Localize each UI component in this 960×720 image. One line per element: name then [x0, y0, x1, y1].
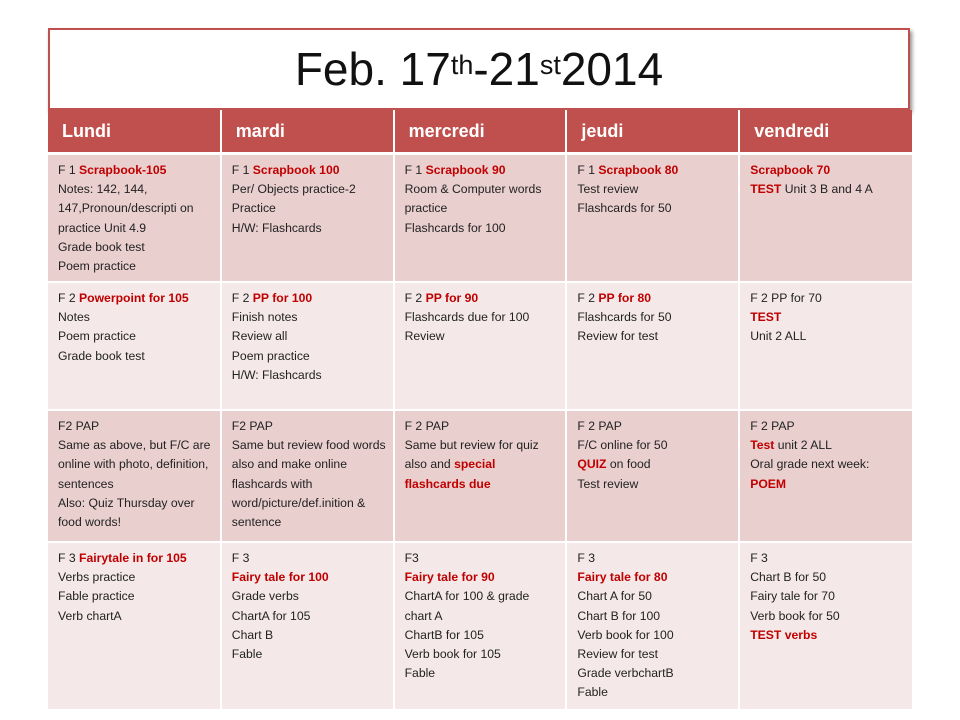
highlight-text: special flashcards due — [404, 457, 496, 491]
highlight-text: PP for 100 — [252, 291, 313, 305]
schedule-cell — [394, 410, 567, 542]
header-monday: Lundi — [48, 110, 221, 154]
cell-text: F 1 — [58, 163, 79, 177]
highlight-text: Fairy tale for 100 — [231, 570, 329, 585]
cell-text: Chart A for 50 Chart B for 100 Verb book for 100 Review for test Grade verbchartB Fable — [577, 589, 674, 700]
cell-text: F 2 — [231, 291, 253, 305]
cell-text: Unit 3 B and 4 A — [781, 182, 873, 197]
header-tuesday: mardi — [221, 110, 394, 154]
schedule-cell — [221, 154, 394, 283]
cell-text: F 2 PP for 70 — [750, 291, 822, 305]
cell-text: F 2 — [58, 291, 79, 305]
cell-text: F 2 — [404, 291, 426, 305]
header-thursday: jeudi — [566, 110, 739, 154]
schedule-cell — [221, 410, 394, 542]
title-date-start: Feb. 17 — [294, 43, 451, 95]
schedule-cell — [394, 154, 567, 283]
cell-text: F 3 — [231, 551, 250, 565]
schedule-cell — [394, 542, 567, 710]
cell-text: F 2 — [577, 291, 599, 305]
schedule-cell — [566, 410, 739, 542]
schedule-cell — [394, 282, 567, 410]
highlight-text: QUIZ — [577, 457, 607, 472]
cell-text: F2 PAP Same as above, but F/C are online with photo, definition, sentences Also: Quiz Thursday over food words! — [58, 419, 211, 530]
cell-text: F 2 PAP — [750, 419, 795, 433]
cell-text: Test review Flashcards for 50 — [577, 182, 672, 216]
cell-text: unit 2 ALL Oral grade next week: — [750, 438, 870, 472]
cell-text: F3 — [404, 551, 419, 565]
schedule-cell — [48, 282, 221, 410]
highlight-text: TEST — [750, 310, 782, 325]
cell-text: F 3 — [577, 551, 595, 565]
cell-text: F 3 Chart B for 50 Fairy tale for 70 Verb book for 50 — [750, 551, 840, 623]
cell-text: F 3 — [58, 551, 79, 565]
highlight-text: Fairy tale for 90 — [404, 570, 495, 585]
cell-text: F2 PAP Same but review food words also and make online flashcards with word/picture/def.inition & sentence — [231, 419, 386, 530]
cell-text: Per/ Objects practice-2 Practice H/W: Flashcards — [231, 182, 356, 235]
title-date-end: -21 — [473, 43, 540, 95]
cell-text: ChartA for 100 & grade chart A ChartB for 105 Verb book for 105 Fable — [404, 589, 530, 681]
table-row — [48, 410, 912, 542]
schedule-cell — [739, 282, 912, 410]
header-friday: vendredi — [739, 110, 912, 154]
highlight-text: POEM — [750, 476, 787, 491]
highlight-text: TEST — [750, 182, 782, 197]
schedule-cell — [566, 542, 739, 710]
table-row — [48, 542, 912, 710]
schedule-cell — [48, 410, 221, 542]
schedule-cell — [221, 542, 394, 710]
cell-text: Notes Poem practice Grade book test — [58, 310, 145, 363]
highlight-text: Fairytale in for 105 — [79, 551, 187, 565]
highlight-text: Scrapbook 70 — [750, 163, 831, 177]
cell-text: F 2 PAP Same but review for quiz also and — [404, 419, 539, 472]
highlight-text: Scrapbook-105 — [79, 163, 167, 177]
cell-text: Flashcards for 50 Review for test — [577, 310, 672, 344]
cell-text: Flashcards due for 100 Review — [404, 310, 530, 344]
weekly-schedule-table — [48, 110, 912, 711]
cell-text: F 1 — [404, 163, 426, 177]
highlight-text: PP for 80 — [598, 291, 652, 305]
schedule-cell — [739, 542, 912, 710]
cell-text: on food Test review — [577, 457, 651, 491]
title-year: 2014 — [560, 43, 664, 95]
cell-text: Unit 2 ALL — [750, 329, 807, 344]
highlight-text: Scrapbook 80 — [598, 163, 679, 177]
schedule-cell — [566, 154, 739, 283]
cell-text: F 2 PAP F/C online for 50 — [577, 419, 668, 453]
highlight-text: Fairy tale for 80 — [577, 570, 668, 585]
page-title: Feb. 17 $^{th}$ -21 $^{st}$ 2014 — [48, 28, 910, 110]
cell-text: Room & Computer words practice Flashcards for 100 — [404, 182, 542, 235]
highlight-text: PP for 90 — [425, 291, 479, 305]
cell-text: F 1 — [231, 163, 253, 177]
cell-text: Verbs practice Fable practice Verb chartA — [58, 570, 136, 623]
table-row — [48, 282, 912, 410]
highlight-text: Scrapbook 100 — [252, 163, 340, 177]
cell-text: Grade verbs ChartA for 105 Chart B Fable — [231, 589, 311, 662]
schedule-cell — [48, 154, 221, 283]
highlight-text: TEST verbs — [750, 627, 818, 642]
cell-text: F 1 — [577, 163, 599, 177]
highlight-text: Scrapbook 90 — [425, 163, 506, 177]
header-row — [48, 110, 912, 154]
cell-text: Notes: 142, 144, 147,Pronoun/descripti on practice Unit 4.9 Grade book test Poem practice — [58, 182, 194, 274]
schedule-cell — [739, 410, 912, 542]
schedule-cell — [739, 154, 912, 283]
schedule-cell — [566, 282, 739, 410]
highlight-text: Powerpoint for 105 — [79, 291, 189, 305]
schedule-cell — [221, 282, 394, 410]
cell-text: Finish notes Review all Poem practice H/W: Flashcards — [231, 310, 322, 382]
table-row — [48, 154, 912, 283]
schedule-cell — [48, 542, 221, 710]
header-wednesday: mercredi — [394, 110, 567, 154]
highlight-text: Test — [750, 438, 775, 453]
